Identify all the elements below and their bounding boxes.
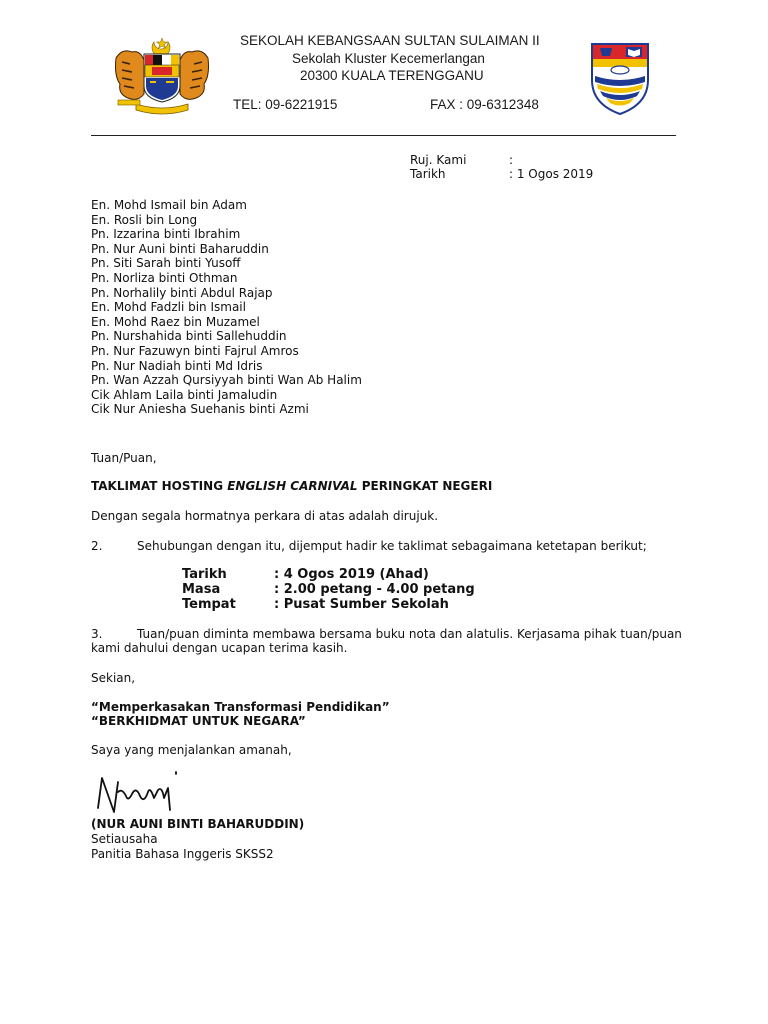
- recipient: Pn. Norhalily binti Abdul Rajap: [91, 285, 273, 300]
- recipient: Pn. Nur Auni binti Baharuddin: [91, 241, 269, 256]
- detail-row-time: [182, 582, 475, 597]
- ref-ruj-label: Ruj. Kami: [410, 153, 467, 167]
- recipient: Cik Nur Aniesha Suehanis binti Azmi: [91, 402, 309, 417]
- recipient: Cik Ahlam Laila binti Jamaludin: [91, 387, 278, 402]
- signatory-name: (NUR AUNI BINTI BAHARUDDIN): [91, 817, 305, 831]
- recipient: En. Mohd Raez bin Muzamel: [91, 314, 260, 329]
- detail-label: Masa: [182, 582, 221, 597]
- paragraph-2-number: 2.: [91, 539, 103, 553]
- school-name: SEKOLAH KEBANGSAAN SULTAN SULAIMAN II: [240, 33, 540, 48]
- paragraph-2: Sehubungan dengan itu, dijemput hadir ke taklimat sebagaimana ketetapan berikut;: [137, 539, 647, 553]
- signatory-position: Setiausaha: [91, 832, 158, 846]
- subject-part1: TAKLIMAT HOSTING: [91, 479, 228, 493]
- school-fax: FAX : 09-6312348: [430, 97, 539, 112]
- school-tel: TEL: 09-6221915: [233, 97, 338, 112]
- national-coat-of-arms-icon: [108, 36, 216, 116]
- detail-row-date: [182, 567, 475, 582]
- details-block: [182, 567, 475, 612]
- signature: [92, 768, 212, 818]
- salutation: Tuan/Puan,: [91, 451, 157, 465]
- recipient: Pn. Nurshahida binti Sallehuddin: [91, 329, 287, 344]
- paragraph-3-line-2: kami dahului dengan ucapan terima kasih.: [91, 641, 348, 655]
- paragraph-1: Dengan segala hormatnya perkara di atas adalah dirujuk.: [91, 509, 439, 523]
- recipient: Pn. Wan Azzah Qursiyyah binti Wan Ab Halim: [91, 373, 362, 388]
- subject-part3: PERINGKAT NEGERI: [357, 479, 493, 493]
- slogan-1: “Memperkasakan Transformasi Pendidikan”: [91, 700, 390, 714]
- paragraph-3-number: 3.: [91, 627, 103, 641]
- recipient: En. Rosli bin Long: [91, 212, 198, 227]
- recipient: Pn. Izzarina binti Ibrahim: [91, 227, 241, 242]
- closing-amanah: Saya yang menjalankan amanah,: [91, 743, 292, 757]
- recipient: Pn. Siti Sarah binti Yusoff: [91, 256, 241, 271]
- header-divider: [91, 135, 676, 136]
- ref-tarikh-label: Tarikh: [410, 167, 446, 181]
- ref-ruj-value: :: [509, 153, 514, 167]
- detail-label: Tempat: [182, 597, 236, 612]
- subject-line: [91, 479, 492, 493]
- paragraph-3-line-1: Tuan/puan diminta membawa bersama buku nota dan alatulis. Kerjasama pihak tuan/puan: [137, 627, 682, 641]
- detail-label: Tarikh: [182, 567, 227, 582]
- subject-part2: ENGLISH CARNIVAL: [227, 479, 358, 493]
- slogan-2: “BERKHIDMAT UNTUK NEGARA”: [91, 714, 306, 728]
- detail-row-venue: [182, 597, 475, 612]
- detail-value: : 2.00 petang - 4.00 petang: [274, 582, 475, 597]
- recipient-list: [91, 198, 362, 417]
- detail-value: : Pusat Sumber Sekolah: [274, 597, 449, 612]
- school-address: 20300 KUALA TERENGGANU: [300, 68, 484, 83]
- school-badge-icon: [588, 40, 652, 116]
- recipient: Pn. Norliza binti Othman: [91, 270, 238, 285]
- ref-tarikh-value: : 1 Ogos 2019: [509, 167, 594, 181]
- recipient: Pn. Nur Nadiah binti Md Idris: [91, 358, 263, 373]
- recipient: Pn. Nur Fazuwyn binti Fajrul Amros: [91, 343, 299, 358]
- detail-value: : 4 Ogos 2019 (Ahad): [274, 567, 429, 582]
- recipient: En. Mohd Ismail bin Adam: [91, 198, 247, 212]
- recipient: En. Mohd Fadzli bin Ismail: [91, 300, 246, 315]
- school-tagline: Sekolah Kluster Kecemerlangan: [292, 51, 485, 66]
- signatory-unit: Panitia Bahasa Inggeris SKSS2: [91, 847, 274, 861]
- closing-sekian: Sekian,: [91, 671, 136, 685]
